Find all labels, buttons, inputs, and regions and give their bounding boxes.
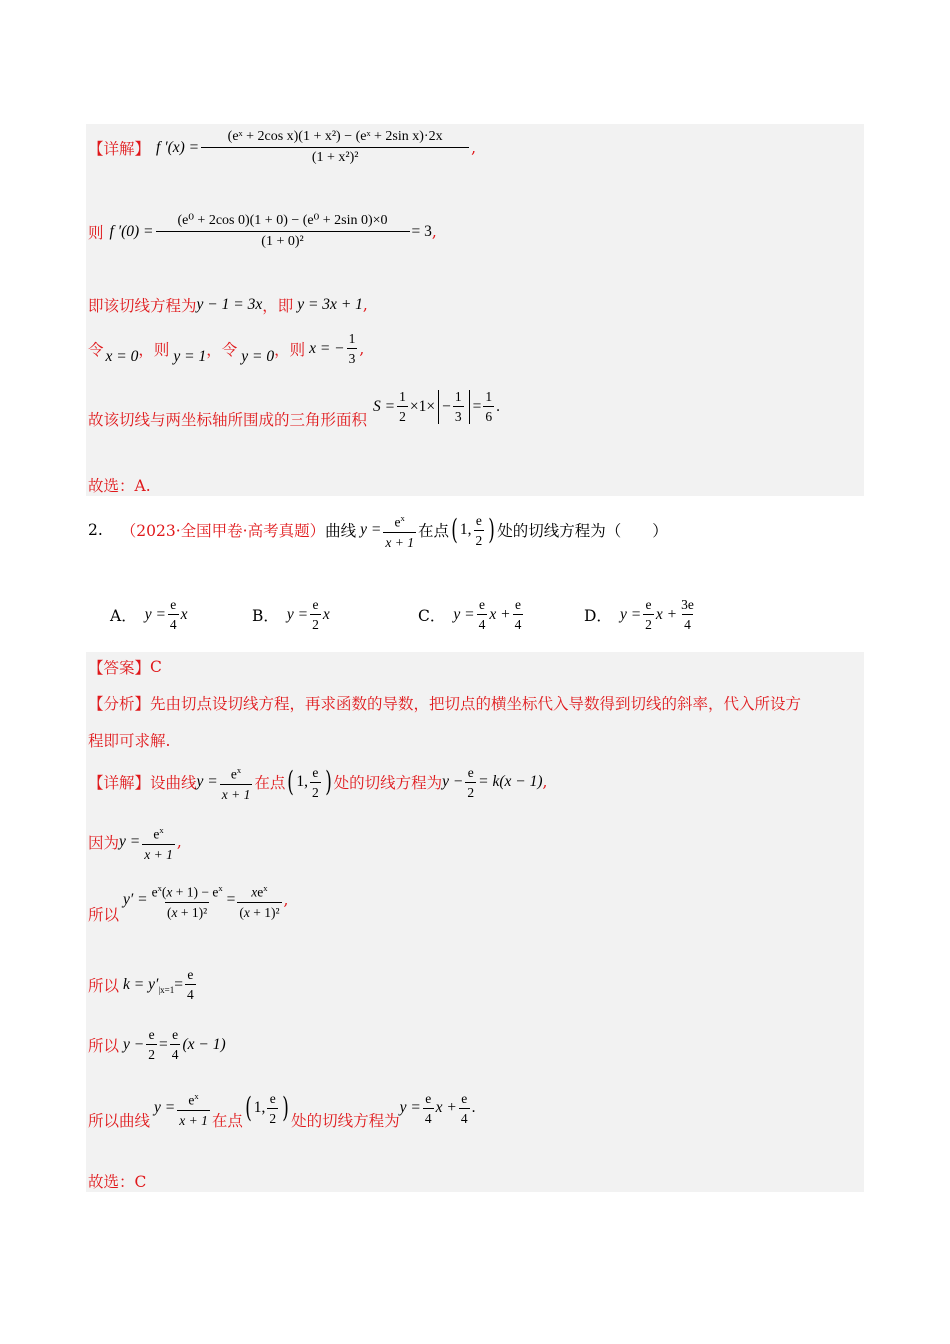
detail2-text-3: 处的切线方程为 (333, 774, 443, 793)
option-b-label: B． (252, 606, 279, 625)
area-S: S = (373, 397, 396, 415)
area-fraction-sixth: $\frac{1}{6}$ (485, 389, 493, 424)
abs-bar-left (438, 390, 439, 424)
fprime-zero-denominator: (1 + 0)² (156, 231, 410, 251)
question-text-3: 处的切线方程为（ ） (497, 522, 668, 541)
curve-fraction: $\frac{e^x}{x + 1}$ (385, 513, 414, 550)
then-label: 则 (88, 223, 104, 242)
point-coordinates: ( 1, $\frac{e}{2}$ ) (451, 512, 496, 548)
question-source: （2023·全国甲卷·高考真题） (120, 522, 326, 541)
fprime-zero-numerator: (e⁰ + 2cos 0)(1 + 0) − (e⁰ + 2sin 0)×0 (177, 213, 388, 228)
question-2: 2. （2023·全国甲卷·高考真题） 曲线 y = $\frac{e^x}{x + 1}$ 在点 ( 1, $\frac{e}{2}$ ) 处的切线方程为（ ） (88, 510, 668, 551)
answer-label: 【答案】 (88, 659, 151, 677)
detail-fprime-line: 【详解】 f ′(x) = $\frac{\text{(eˣ + 2cos x)(1 + x²) − (eˣ + 2sin x)·2x}}{\text{(1 + x²)²}}$ , (88, 129, 477, 165)
abs-bar-right (469, 390, 470, 424)
fprime-0: f ′(0) = (109, 222, 154, 240)
fprime-x: f ′(x) = (156, 138, 200, 156)
conclusion-line: 所以曲线 y = $\frac{e^x}{x + 1}$ 在点 ( 1, $\frac{e}{2}$ ) 处的切线方程为 y = $\frac{e}{4}$ x + $\frac{e}{4}$ . (88, 1090, 476, 1131)
so-label-1: 所以 (88, 906, 120, 925)
analysis-label: 【分析】 (88, 695, 151, 713)
detail-label: 【详解】 (88, 139, 151, 158)
x-equals-0: x = 0 (105, 347, 139, 365)
fprime-denominator: (1 + x²)² (201, 147, 469, 167)
detail2-line: 【详解】 设曲线 y = $\frac{e^x}{x + 1}$ 在点 ( 1, $\frac{e}{2}$ ) 处的切线方程为 y − $\frac{e}{2}$ = k(x − 1) , (88, 764, 548, 802)
let2: ，令 (206, 340, 238, 359)
fprime-numerator: (eˣ + 2cos x)(1 + x²) − (eˣ + 2sin x)·2x (227, 129, 443, 144)
area-text: 故该切线与两坐标轴所围成的三角形面积 (88, 410, 368, 429)
y-equals-1: y = 1 (173, 347, 207, 365)
slope-line: 所以 k = y′ |x=1 = $\frac{e}{4}$ (88, 967, 194, 1002)
fprime-fraction (201, 128, 469, 167)
because-label: 因为 (88, 834, 120, 853)
tangent-line-1: 即该切线方程为 y − 1 = 3x ，即 y = 3x + 1 , (88, 296, 368, 315)
tangent-eq: y − 1 = 3x (196, 296, 263, 313)
so-label-3: 所以 (88, 1036, 120, 1055)
area-fraction-half: $\frac{1}{2}$ (399, 389, 406, 424)
analysis-line-2 (88, 729, 170, 751)
so-curve-label: 所以曲线 (88, 1112, 151, 1131)
tangent-eq2: y = 3x + 1 (297, 296, 363, 313)
let1: 令 (88, 340, 104, 359)
option-a[interactable]: A． y = $\frac{e}{4}$ x (110, 597, 188, 632)
point-slope-line: 所以 y − $\frac{e}{2}$ = $\frac{e}{4}$ (x − 1) (88, 1027, 226, 1062)
then3: ，则 (274, 340, 306, 359)
analysis-line-1 (88, 692, 801, 714)
at-point-label: 在点 (211, 1112, 243, 1131)
tangent-is-label: 处的切线方程为 (291, 1112, 400, 1131)
area-line: 故该切线与两坐标轴所围成的三角形面积 S = $\frac{1}{2}$ ×1× − $\frac{1}{3}$ = $\frac{1}{6}$ . (88, 389, 500, 429)
fprime-zero-line: 则 f ′(0) = $\frac{\text{(e⁰ + 2cos 0)(1 + 0) − (e⁰ + 2sin 0)×0}}{\text{(1 + 0)²}}$ = 3 , (88, 213, 437, 249)
answer-line (88, 656, 162, 678)
fprime-zero-fraction (156, 212, 410, 251)
analysis-text-2: 程即可求解. (88, 732, 171, 750)
detail2-label: 【详解】 (88, 774, 151, 793)
answer-value: C (150, 658, 162, 676)
so-label-2: 所以 (88, 976, 120, 995)
option-d-label: D． (584, 606, 612, 625)
question-text-1: 曲线 (325, 522, 357, 541)
option-c-label: C． (418, 606, 446, 625)
derivative-line: 所以 y′ = $\frac{e^x(x + 1) - e^x}{\text{(x + 1)²}}$ = $\frac{xe^x}{\text{(x + 1)²}}$ , (88, 883, 289, 925)
option-b[interactable]: B． y = $\frac{e}{2}$ x (252, 597, 330, 632)
choose-2: 故选：C (88, 1173, 147, 1191)
y-equals-0: y = 0 (241, 347, 275, 365)
option-a-label: A． (110, 606, 137, 625)
choose-line-2 (88, 1170, 146, 1192)
area-fraction-third: $\frac{1}{3}$ (454, 389, 462, 424)
option-c[interactable]: C． y = $\frac{e}{4}$ x + $\frac{e}{4}$ (418, 597, 522, 632)
question-text-2: 在点 (417, 522, 449, 541)
then2: ，则 (138, 340, 170, 359)
detail2-text-1: 设曲线 (150, 774, 197, 793)
fprime-zero-value: = 3 (411, 222, 432, 240)
choose-1: 故选：A. (88, 477, 151, 495)
x-value: x = − (309, 339, 345, 357)
question-number: 2. (88, 521, 103, 540)
analysis-text-1: 先由切点设切线方程，再求函数的导数，把切点的横坐标代入导数得到切线的斜率，代入所设方 (150, 695, 802, 713)
x-value-fraction: $\frac{1}{3}$ (348, 331, 356, 366)
tangent-mid: ，即 (262, 297, 294, 315)
tangent-prefix: 即该切线方程为 (88, 297, 197, 315)
detail2-text-2: 在点 (254, 774, 286, 793)
option-d[interactable]: D． y = $\frac{e}{2}$ x + $\frac{3e}{4}$ (584, 597, 694, 632)
intercepts-line: 令 x = 0 ，则 y = 1 ，令 y = 0 ，则 x = − $\frac{1}{3}$ , (88, 331, 365, 366)
choose-line-1 (88, 474, 151, 496)
because-line: 因为 y = $\frac{e^x}{x + 1}$ , (88, 825, 182, 862)
